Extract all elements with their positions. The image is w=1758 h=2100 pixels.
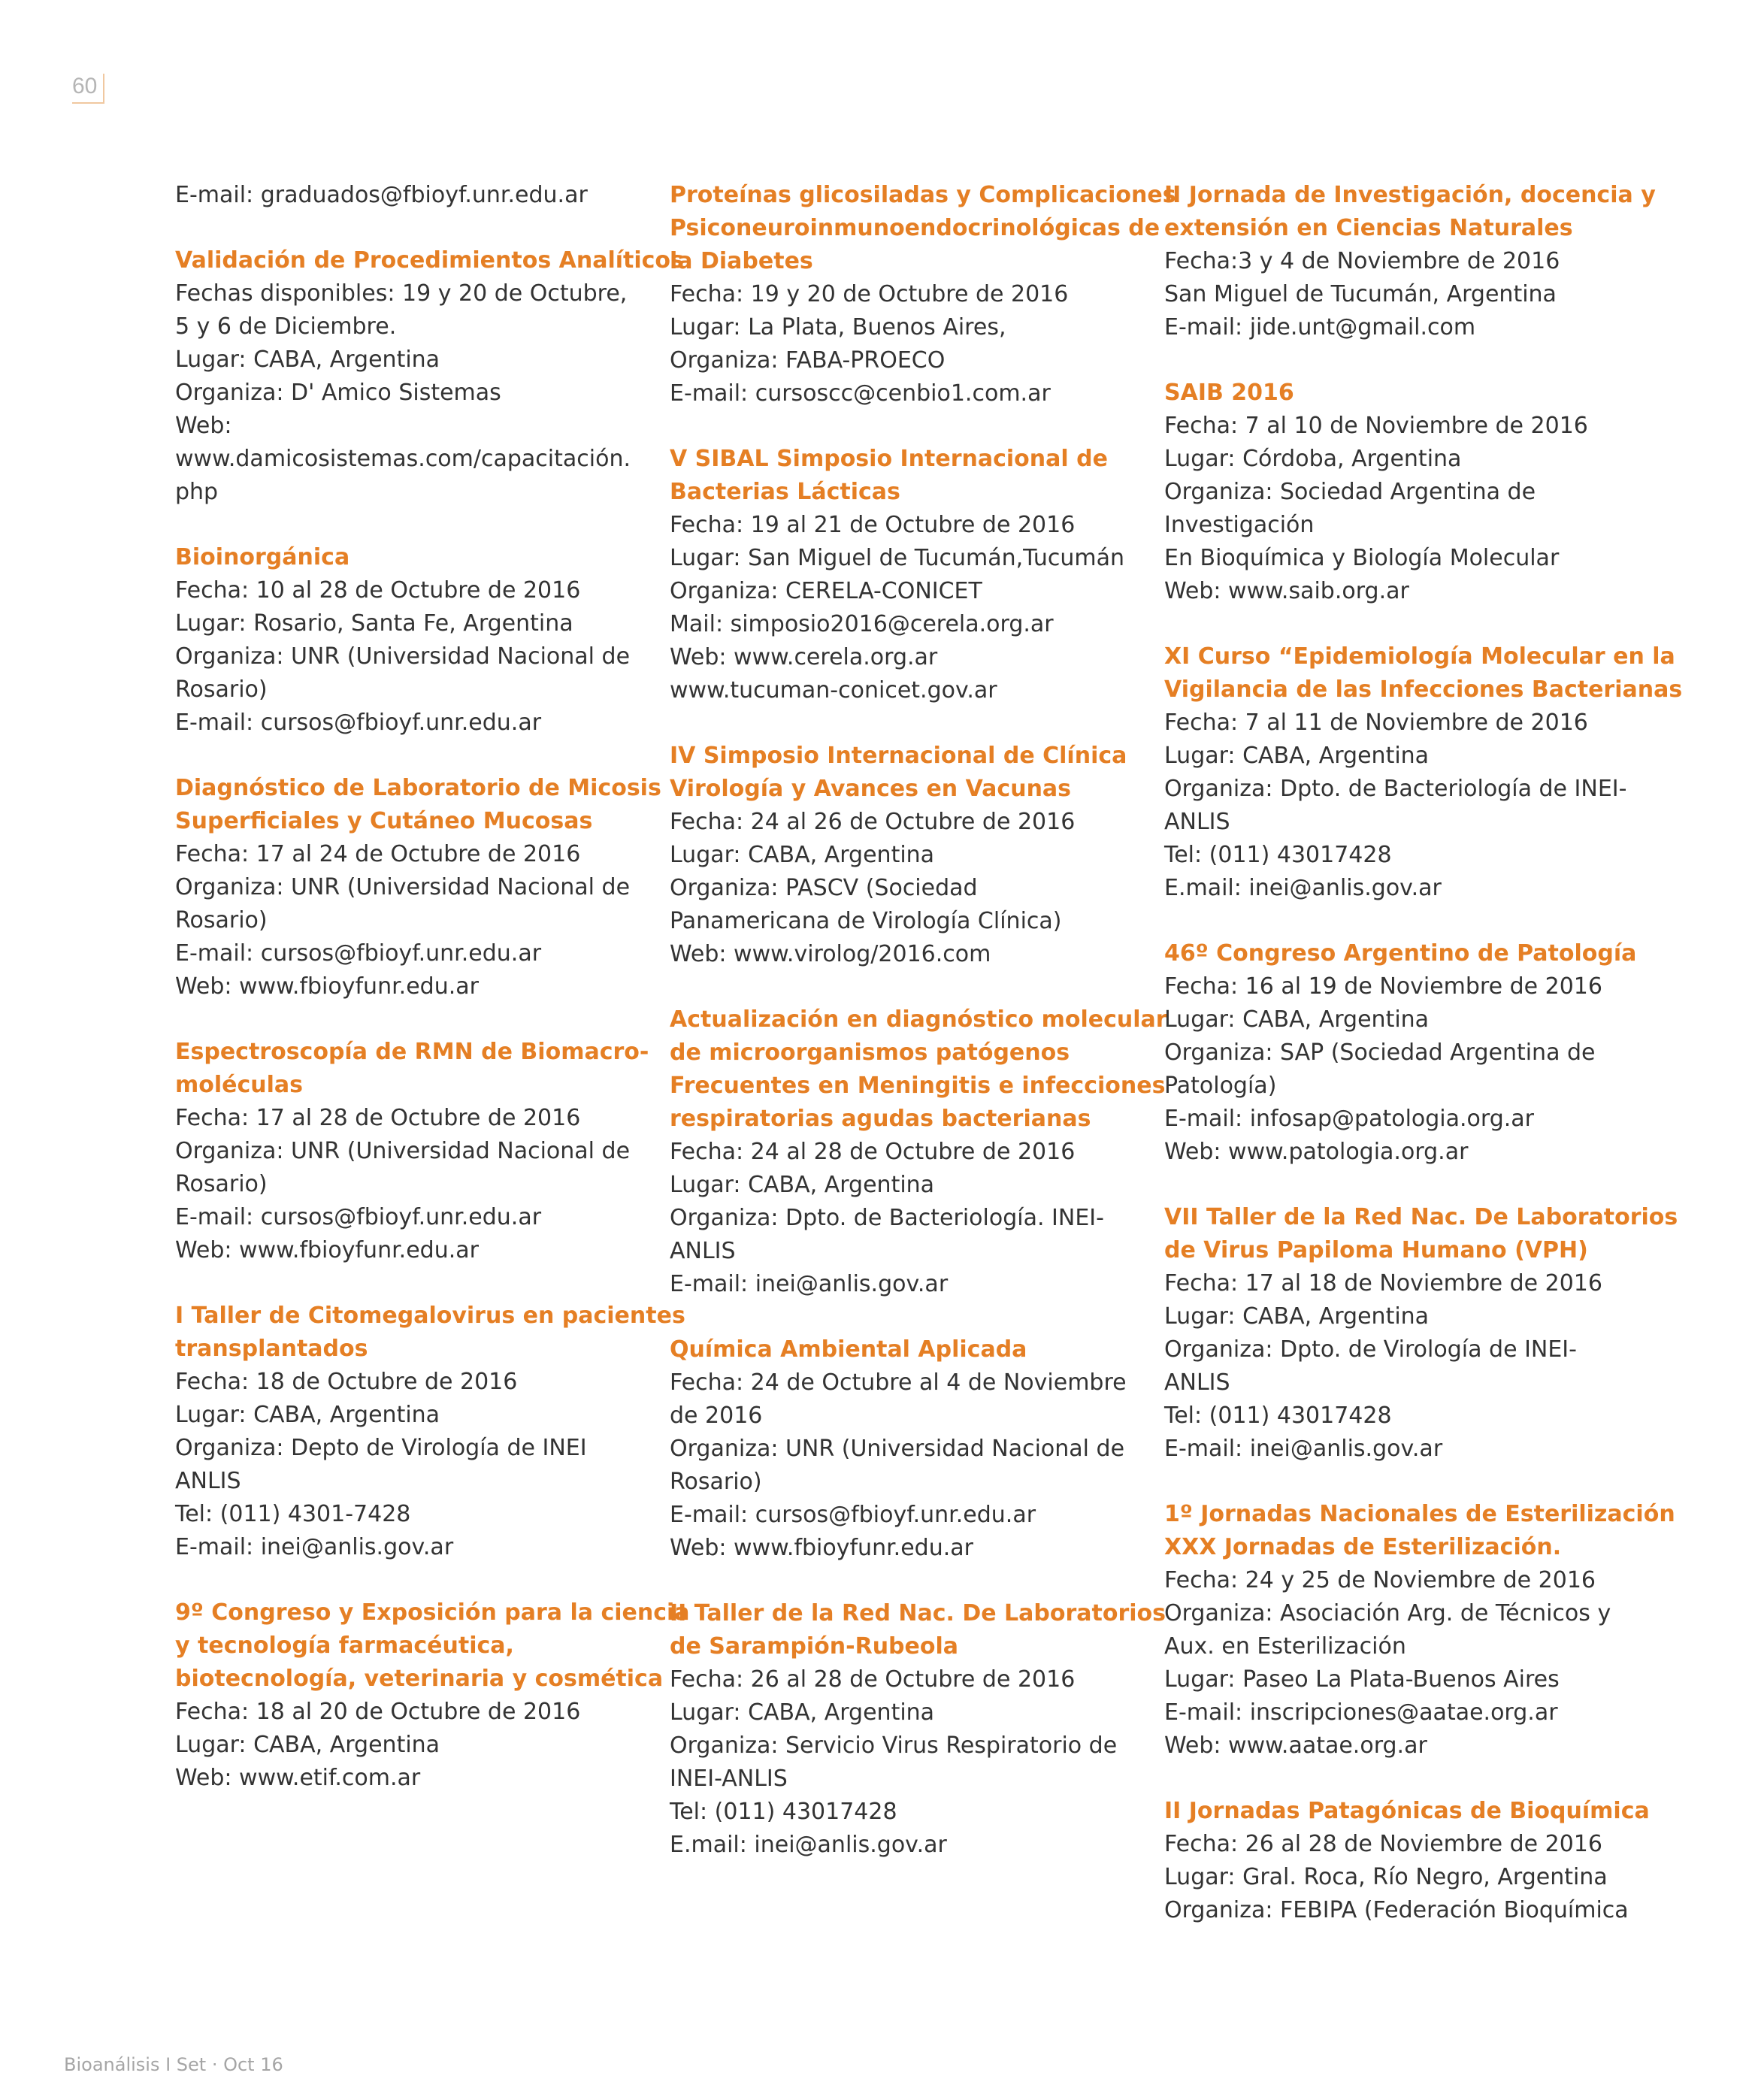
event-entry (1164, 1498, 1675, 1763)
event-detail: E-mail: jide.unt@gmail.com (1164, 314, 1476, 340)
event-detail: Web: www.etif.com.ar (175, 1765, 421, 1791)
event-title: Espectroscopía de RMN de Biomacro- (175, 1039, 649, 1065)
event-detail: Tel: (011) 43017428 (670, 1799, 897, 1825)
event-title: transplantados (175, 1336, 368, 1362)
event-title: I Taller de Citomegalovirus en pacientes (175, 1303, 685, 1329)
event-detail: Lugar: CABA, Argentina (670, 1172, 935, 1198)
event-detail: Organiza: SAP (Sociedad Argentina de (1164, 1039, 1596, 1066)
event-detail: Rosario) (175, 1171, 268, 1197)
event-detail: San Miguel de Tucumán, Argentina (1164, 281, 1557, 307)
event-detail: ANLIS (1164, 1369, 1230, 1396)
event-detail: Fecha: 7 al 11 de Noviembre de 2016 (1164, 710, 1588, 736)
footer-publication: Bioanálisis I Set · Oct 16 (64, 2054, 283, 2075)
event-detail: E-mail: cursos@fbioyf.unr.edu.ar (175, 710, 542, 736)
event-title: II Jornada de Investigación, docencia y (1164, 182, 1656, 208)
event-detail: Organiza: Sociedad Argentina de (1164, 479, 1536, 505)
event-entry (670, 443, 1128, 707)
event-title: II Jornadas Patagónicas de Bioquímica (1164, 1798, 1650, 1824)
event-detail: Organiza: Dpto. de Bacteriología. INEI- (670, 1205, 1104, 1231)
event-detail: Organiza: Servicio Virus Respiratorio de (670, 1732, 1118, 1759)
event-detail: Tel: (011) 43017428 (1164, 1403, 1392, 1429)
event-detail: Organiza: UNR (Universidad Nacional de (175, 1138, 631, 1164)
event-detail: Web: (175, 413, 232, 439)
event-detail: Organiza: FEBIPA (Federación Bioquímica (1164, 1897, 1629, 1923)
event-detail: ANLIS (670, 1238, 736, 1264)
event-title: Psiconeuroinmunoendocrinológicas de (670, 215, 1160, 241)
event-detail: Web: www.fbioyfunr.edu.ar (175, 1237, 479, 1263)
event-detail: Fecha: 18 al 20 de Octubre de 2016 (175, 1699, 581, 1725)
event-detail: Fecha: 18 de Octubre de 2016 (175, 1369, 518, 1395)
event-detail: Web: www.patologia.org.ar (1164, 1139, 1469, 1165)
event-detail: Lugar: CABA, Argentina (670, 842, 935, 868)
event-detail: Fecha: 26 al 28 de Noviembre de 2016 (1164, 1831, 1602, 1857)
event-title: VII Taller de la Red Nac. De Laboratorios (1164, 1204, 1678, 1230)
event-entry (670, 179, 1176, 410)
event-detail: Fecha: 17 al 28 de Octubre de 2016 (175, 1105, 581, 1131)
event-detail: Organiza: CERELA-CONICET (670, 578, 982, 604)
event-detail: E-mail: inei@anlis.gov.ar (1164, 1436, 1443, 1462)
event-detail: Organiza: UNR (Universidad Nacional de (670, 1436, 1125, 1462)
event-detail: Fecha: 24 de Octubre al 4 de Noviembre (670, 1369, 1127, 1396)
page-number: 60 (72, 74, 104, 104)
event-entry (670, 1003, 1167, 1301)
event-entry (1164, 1795, 1650, 1927)
event-entry (1164, 640, 1683, 905)
event-detail: Investigación (1164, 512, 1315, 538)
event-title: Química Ambiental Aplicada (670, 1336, 1027, 1363)
event-detail: Web: www.fbioyfunr.edu.ar (670, 1535, 973, 1561)
event-entry (670, 1333, 1128, 1565)
event-detail: www.damicosistemas.com/capacitación. (175, 446, 631, 472)
event-detail: Organiza: UNR (Universidad Nacional de (175, 643, 631, 670)
event-detail: Patología) (1164, 1073, 1277, 1099)
event-detail: Web: www.saib.org.ar (1164, 578, 1409, 604)
event-detail: Organiza: FABA-PROECO (670, 347, 946, 374)
event-detail: Fecha: 26 al 28 de Octubre de 2016 (670, 1666, 1076, 1693)
event-detail: Fecha: 17 al 24 de Octubre de 2016 (175, 841, 581, 867)
event-detail: INEI-ANLIS (670, 1766, 788, 1792)
event-detail: Web: www.virolog/2016.com (670, 941, 991, 967)
event-detail: Organiza: Depto de Virología de INEI (175, 1435, 587, 1461)
event-detail: Tel: (011) 4301-7428 (175, 1501, 411, 1527)
event-detail: Fecha:3 y 4 de Noviembre de 2016 (1164, 248, 1560, 274)
event-detail: E-mail: graduados@fbioyf.unr.edu.ar (175, 182, 588, 208)
event-detail: Aux. en Esterilización (1164, 1633, 1406, 1660)
event-entry (670, 1597, 1166, 1862)
event-detail: Panamericana de Virología Clínica) (670, 908, 1062, 934)
event-detail: Organiza: PASCV (Sociedad (670, 875, 978, 901)
event-entry (1164, 179, 1656, 344)
event-detail: 5 y 6 de Diciembre. (175, 313, 397, 340)
event-detail: Lugar: CABA, Argentina (175, 1732, 440, 1758)
event-title: SAIB 2016 (1164, 380, 1294, 406)
event-title: de Virus Papiloma Humano (VPH) (1164, 1237, 1588, 1263)
event-detail: Lugar: CABA, Argentina (1164, 1303, 1430, 1330)
event-title: moléculas (175, 1072, 304, 1098)
event-detail: Fecha: 17 al 18 de Noviembre de 2016 (1164, 1270, 1602, 1297)
event-detail: Lugar: Córdoba, Argentina (1164, 446, 1462, 472)
event-entry (1164, 377, 1623, 608)
event-detail: E-mail: inscripciones@aatae.org.ar (1164, 1699, 1558, 1726)
event-entry (1164, 937, 1637, 1169)
event-title: Frecuentes en Meningitis e infecciones (670, 1073, 1166, 1099)
event-title: 1º Jornadas Nacionales de Esterilización (1164, 1501, 1675, 1527)
event-detail: Organiza: UNR (Universidad Nacional de (175, 874, 631, 900)
event-title: XXX Jornadas de Esterilización. (1164, 1534, 1562, 1560)
event-entry (175, 541, 634, 740)
event-title: XI Curso “Epidemiología Molecular en la (1164, 643, 1675, 670)
event-detail: Rosario) (175, 676, 268, 703)
event-detail: Fecha: 24 al 26 de Octubre de 2016 (670, 809, 1076, 835)
event-detail: E-mail: infosap@patologia.org.ar (1164, 1106, 1535, 1132)
event-title: II Taller de la Red Nac. De Laboratorios (670, 1600, 1166, 1626)
event-entry (175, 244, 684, 509)
event-detail: Lugar: Paseo La Plata-Buenos Aires (1164, 1666, 1560, 1693)
event-detail: Web: www.aatae.org.ar (1164, 1732, 1427, 1759)
event-detail: E-mail: cursos@fbioyf.unr.edu.ar (175, 1204, 542, 1230)
event-entry (175, 1300, 685, 1564)
event-entry (175, 179, 634, 212)
column-right (1164, 179, 1683, 1959)
event-entry (175, 772, 661, 1003)
event-detail: E-mail: inei@anlis.gov.ar (175, 1534, 454, 1560)
event-title: Virología y Avances en Vacunas (670, 776, 1072, 802)
event-title: 9º Congreso y Exposición para la ciencia (175, 1599, 690, 1626)
event-title: Bioinorgánica (175, 544, 350, 570)
event-detail: Rosario) (670, 1469, 762, 1495)
event-title: Proteínas glicosiladas y Complicaciones (670, 182, 1176, 208)
event-detail: Fecha: 24 y 25 de Noviembre de 2016 (1164, 1567, 1596, 1593)
event-detail: Lugar: San Miguel de Tucumán,Tucumán (670, 545, 1125, 571)
event-detail: E-mail: inei@anlis.gov.ar (670, 1271, 949, 1297)
event-title: Superficiales y Cutáneo Mucosas (175, 808, 593, 834)
event-detail: Lugar: Gral. Roca, Río Negro, Argentina (1164, 1864, 1608, 1890)
event-detail: E-mail: cursoscc@cenbio1.com.ar (670, 380, 1051, 407)
event-title: la Diabetes (670, 248, 813, 274)
event-title: Diagnóstico de Laboratorio de Micosis (175, 775, 661, 801)
event-detail: Web: www.fbioyfunr.edu.ar (175, 973, 479, 1000)
event-detail: E-mail: cursos@fbioyf.unr.edu.ar (670, 1502, 1036, 1528)
event-title: de Sarampión-Rubeola (670, 1633, 959, 1660)
event-title: y tecnología farmacéutica, (175, 1632, 514, 1659)
event-detail: ANLIS (175, 1468, 241, 1494)
event-title: IV Simposio Internacional de Clínica (670, 743, 1127, 769)
event-entry (175, 1036, 649, 1267)
event-detail: Lugar: CABA, Argentina (175, 346, 440, 373)
event-title: V SIBAL Simposio Internacional de (670, 446, 1108, 472)
event-detail: Rosario) (175, 907, 268, 934)
event-detail: Fechas disponibles: 19 y 20 de Octubre, (175, 280, 628, 307)
event-detail: www.tucuman-conicet.gov.ar (670, 677, 997, 704)
event-detail: Fecha: 7 al 10 de Noviembre de 2016 (1164, 413, 1588, 439)
event-title: 46º Congreso Argentino de Patología (1164, 940, 1637, 967)
event-detail: ANLIS (1164, 809, 1230, 835)
event-detail: En Bioquímica y Biología Molecular (1164, 545, 1560, 571)
column-left (175, 179, 690, 1827)
event-detail: Lugar: CABA, Argentina (1164, 743, 1430, 769)
event-title: extensión en Ciencias Naturales (1164, 215, 1573, 241)
event-detail: Fecha: 16 al 19 de Noviembre de 2016 (1164, 973, 1602, 1000)
event-detail: Fecha: 19 y 20 de Octubre de 2016 (670, 281, 1069, 307)
event-detail: Lugar: CABA, Argentina (670, 1699, 935, 1726)
event-detail: Lugar: CABA, Argentina (1164, 1006, 1430, 1033)
event-title: biotecnología, veterinaria y cosmética (175, 1666, 664, 1692)
event-title: respiratorias agudas bacterianas (670, 1106, 1091, 1132)
event-title: de microorganismos patógenos (670, 1039, 1070, 1066)
column-middle (670, 179, 1176, 1894)
event-detail: Fecha: 19 al 21 de Octubre de 2016 (670, 512, 1076, 538)
event-entry (1164, 1201, 1678, 1466)
event-detail: Fecha: 24 al 28 de Octubre de 2016 (670, 1139, 1076, 1165)
event-detail: Organiza: Dpto. de Virología de INEI- (1164, 1336, 1577, 1363)
event-detail: php (175, 479, 219, 505)
event-detail: Organiza: Dpto. de Bacteriología de INEI- (1164, 776, 1627, 802)
event-entry (175, 1596, 690, 1795)
event-entry (670, 740, 1128, 971)
event-title: Bacterias Lácticas (670, 479, 900, 505)
event-title: Actualización en diagnóstico molecular (670, 1006, 1167, 1033)
event-title: Validación de Procedimientos Analíticos (175, 247, 684, 274)
event-detail: E.mail: inei@anlis.gov.ar (1164, 875, 1442, 901)
event-title: Vigilancia de las Infecciones Bacterianas (1164, 676, 1683, 703)
event-detail: Mail: simposio2016@cerela.org.ar (670, 611, 1054, 637)
event-detail: Organiza: Asociación Arg. de Técnicos y (1164, 1600, 1611, 1626)
event-detail: Lugar: CABA, Argentina (175, 1402, 440, 1428)
event-detail: Tel: (011) 43017428 (1164, 842, 1392, 868)
event-detail: de 2016 (670, 1403, 763, 1429)
event-detail: E-mail: cursos@fbioyf.unr.edu.ar (175, 940, 542, 967)
event-detail: Organiza: D' Amico Sistemas (175, 380, 501, 406)
event-detail: Lugar: Rosario, Santa Fe, Argentina (175, 610, 573, 637)
event-detail: E.mail: inei@anlis.gov.ar (670, 1832, 947, 1858)
event-detail: Fecha: 10 al 28 de Octubre de 2016 (175, 577, 581, 604)
event-detail: Lugar: La Plata, Buenos Aires, (670, 314, 1006, 340)
event-detail: Web: www.cerela.org.ar (670, 644, 938, 670)
